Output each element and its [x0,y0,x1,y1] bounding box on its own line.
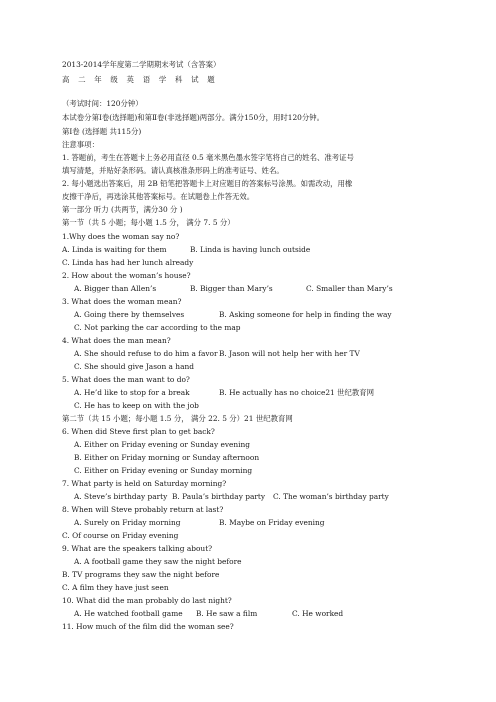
q8-option-b: B. Maybe on Friday evening [219,518,325,527]
question-9: 9. What are the speakers talking about? [62,544,213,553]
q10-option-b: B. He saw a film [196,609,258,618]
q6-option-c: C. Either on Friday evening or Sunday morning [74,466,253,475]
q2-option-b: B. Bigger than Mary’s [190,284,273,293]
intro-text: 本试卷分第Ⅰ卷(选择题)和第Ⅱ卷(非选择题)两部分。满分150分，用时120分钟。 [62,113,325,122]
note-1-line-2: 填写清楚，并贴好条形码。请认真核准条形码上的准考证号、姓名。 [62,166,284,175]
q3-option-b: B. Asking someone for help in finding the way [219,310,392,319]
q6-option-b: B. Either on Friday morning or Sunday afternoon [74,453,260,462]
q7-option-a: A. Steve’s birthday party [74,492,168,501]
q2-option-c: C. Smaller than Mary’s [306,284,393,293]
q5-option-b: B. He actually has no choice21 世纪教育网 [219,388,375,397]
q4-option-c: C. She should give Jason a hand [74,362,194,371]
section-1-heading: 第一节（共 5 小题；每小题 1.5 分， 满分 7. 5 分） [62,218,235,227]
q1-option-b: B. Linda is having lunch outside [190,245,311,254]
volume-heading: 第Ⅰ卷 (选择题 共115分) [62,127,142,136]
section-2-heading: 第二节（共 15 小题；每小题 1.5 分， 满分 22. 5 分）21 世纪教育网 [62,414,293,423]
q9-option-c: C. A film they have just seen [62,583,169,592]
question-3: 3. What does the woman mean? [62,297,182,306]
exam-time: （考试时间：120分钟） [62,99,143,108]
note-2-line-1: 2. 每小题选出答案后，用 2B 铅笔把答题卡上对应题目的答案标号涂黑。如需改动，用橡 [62,179,353,188]
question-10: 10. What did the man probably do last night? [62,596,232,605]
q3-option-a: A. Going there by themselves [74,310,185,319]
note-1-line-1: 1. 答题前，考生在答题卡上务必用直径 0.5 毫米黑色墨水签字笔将自己的姓名、准考证号 [62,153,354,162]
question-1: 1.Why does the woman say no? [62,232,180,241]
q9-option-b: B. TV programs they saw the night before [62,570,220,579]
q8-option-a: A. Surely on Friday morning [74,518,181,527]
q9-option-a: A. A football game they saw the night before [74,557,242,566]
note-2-line-2: 皮擦干净后，再选涂其他答案标号。在试题卷上作答无效。 [62,192,255,201]
q10-option-c: C. He worked [292,609,344,618]
doc-subtitle: 高 二 年 级 英 语 学 科 试 题 [62,75,218,84]
doc-title: 2013-2014学年度第二学期期末考试（含答案） [62,60,221,69]
q1-option-c: C. Linda has had her lunch already [62,258,194,267]
q4-option-a: A. She should refuse to do him a favor [74,349,218,358]
question-8: 8. When will Steve probably return at last? [62,505,224,514]
q3-option-c: C. Not parking the car according to the map [74,323,241,332]
q6-option-a: A. Either on Friday evening or Sunday evening [74,440,251,449]
question-2: 2. How about the woman’s house? [62,271,191,280]
q5-option-a: A. He’d like to stop for a break [74,388,190,397]
q1-option-a: A. Linda is waiting for them [62,245,167,254]
question-7: 7. What party is held on Saturday morning? [62,479,227,488]
q8-option-c: C. Of course on Friday evening [62,531,179,540]
part-1-heading: 第一部分 听力 (共两节，满分30 分 ) [62,205,183,214]
question-5: 5. What does the man want to do? [62,375,190,384]
q4-option-b: B. Jason will not help her with her TV [219,349,360,358]
question-6: 6. When did Steve first plan to get back? [62,427,215,436]
q7-option-b: B. Paula’s birthday party [172,492,266,501]
q5-option-c: C. He has to keep on with the job [74,401,199,410]
q2-option-a: A. Bigger than Allen’s [74,284,157,293]
question-11: 11. How much of the film did the woman see? [62,622,234,631]
q10-option-a: A. He watched football game [74,609,183,618]
q7-option-c: C. The woman’s birthday party [273,492,389,501]
notes-title: 注意事项： [62,140,99,149]
question-4: 4. What does the man mean? [62,336,171,345]
